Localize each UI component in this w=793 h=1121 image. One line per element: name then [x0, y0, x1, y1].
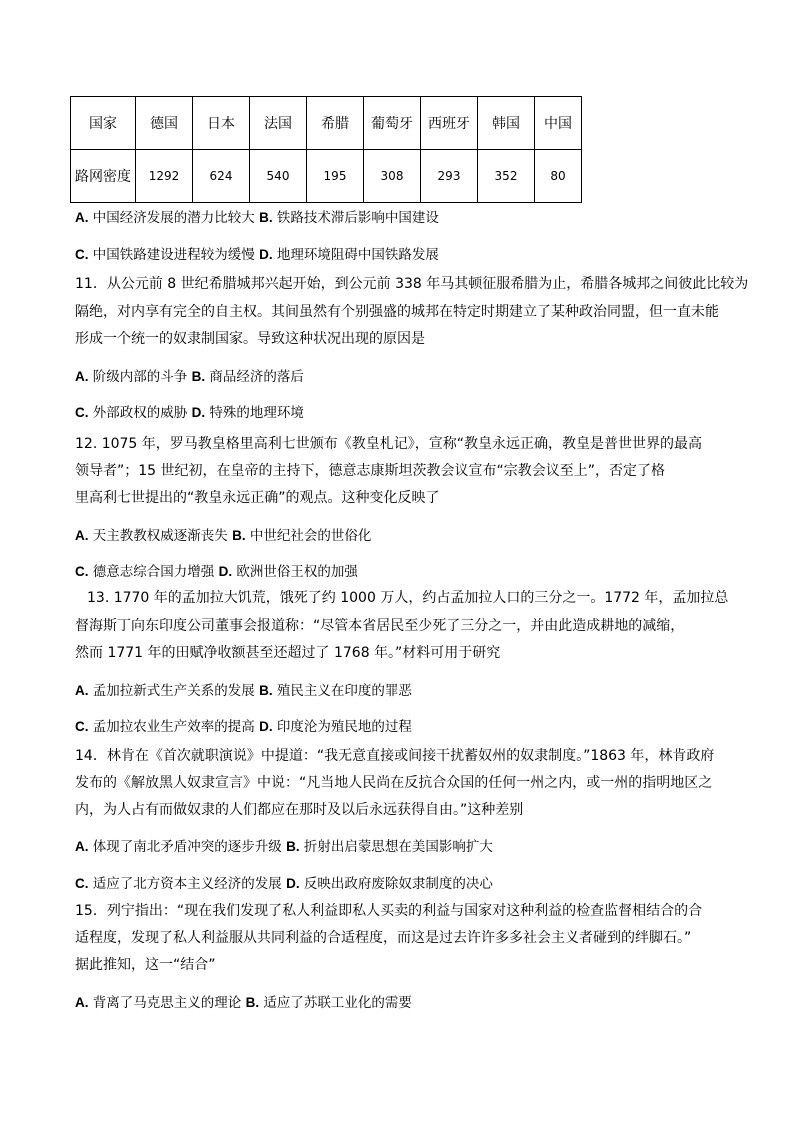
table-cell: 80	[535, 150, 582, 203]
table-cell: 日本	[193, 97, 250, 150]
q15-options-ab	[75, 996, 412, 1011]
table-cell: 希腊	[307, 97, 364, 150]
table-cell: 293	[421, 150, 478, 203]
q14-stem-line: 发布的《解放黑人奴隶宣言》中说：“凡当地人民尚在反抗合众国的任何一州之内，或一州的指明地区之	[75, 775, 713, 791]
table-cell: 德国	[136, 97, 193, 150]
q11-stem-line: 形成一个统一的奴隶制国家。导致这种状况出现的原因是	[75, 331, 425, 347]
q14-stem-line: 内，为人占有而做奴隶的人们都应在那时及以后永远获得自由。”这种差别	[75, 802, 524, 818]
table-cell: 308	[364, 150, 421, 203]
railway-density-table	[70, 96, 582, 203]
option-label: A.	[75, 683, 89, 698]
option-text: 阶级内部的斗争	[88, 369, 192, 385]
q10-options-ab	[75, 211, 439, 226]
table-cell: 624	[193, 150, 250, 203]
option-label: A.	[75, 528, 89, 543]
option-text: 殖民主义在印度的罪恶	[272, 683, 412, 699]
option-label: A.	[75, 995, 89, 1010]
option-text: 地理环境阻碍中国铁路发展	[272, 247, 439, 263]
q12-stem-line: 里高利七世提出的“教皇永远正确”的观点。这种变化反映了	[75, 490, 440, 506]
option-label: B.	[232, 528, 246, 543]
table-cell: 中国	[535, 97, 582, 150]
q15-stem-line: 15．列宁指出：“现在我们发现了私人利益即私人买卖的利益与国家对这种利益的检查监督相结合的合	[75, 903, 703, 919]
table-cell: 540	[250, 150, 307, 203]
option-label: D.	[218, 564, 233, 579]
option-label: D.	[259, 247, 273, 262]
option-label: B.	[286, 839, 300, 854]
option-label: D.	[259, 719, 273, 734]
table-cell: 葡萄牙	[364, 97, 421, 150]
q15-stem-line: 适程度，发现了私人利益服从共同利益的合适程度，而这是过去许许多多社会主义者碰到的绊脚石。”	[75, 930, 692, 946]
option-label: A.	[75, 839, 89, 854]
table-cell: 韩国	[478, 97, 535, 150]
q13-options-cd	[75, 720, 412, 735]
option-label: B.	[191, 369, 206, 384]
table-cell: 1292	[136, 150, 193, 203]
option-text: 背离了马克思主义的理论	[88, 995, 246, 1011]
table-cell: 西班牙	[421, 97, 478, 150]
option-text: 孟加拉新式生产关系的发展	[88, 683, 260, 699]
option-label: C.	[75, 405, 89, 420]
q15-stem-line: 据此推知，这一“结合”	[75, 957, 216, 973]
table-header-row	[71, 97, 582, 150]
q11-options-ab	[75, 370, 304, 385]
option-text: 印度沦为殖民地的过程	[272, 719, 412, 735]
option-label: B.	[245, 995, 260, 1010]
table-cell: 195	[307, 150, 364, 203]
option-label: B.	[259, 210, 273, 225]
q14-options-ab	[75, 840, 493, 855]
option-text: 德意志综合国力增强	[88, 564, 219, 580]
option-text: 天主教教权威逐渐丧失	[88, 528, 233, 544]
option-text: 中国经济发展的潜力比较大	[88, 210, 260, 226]
option-text: 特殊的地理环境	[205, 405, 304, 421]
q13-stem-line: 然而 1771 年的田赋净收额甚至还超过了 1768 年。”材料可用于研究	[75, 645, 501, 661]
option-text: 适应了苏联工业化的需要	[259, 995, 412, 1011]
q14-options-cd	[75, 877, 493, 892]
option-label: C.	[75, 247, 89, 262]
option-text: 铁路技术滞后影响中国建设	[272, 210, 439, 226]
option-label: C.	[75, 564, 89, 579]
option-label: C.	[75, 719, 89, 734]
q12-stem-line: 领导者”；15 世纪初，在皇帝的主持下，德意志康斯坦茨教会议宣布“宗教会议至上”，否定了格	[75, 463, 666, 479]
option-label: A.	[75, 369, 89, 384]
option-text: 外部政权的威胁	[88, 405, 192, 421]
option-label: D.	[191, 405, 206, 420]
q14-stem-line: 14．林肯在《首次就职演说》中提道：“我无意直接或间接干扰蓄奴州的奴隶制度。”1863 年，林肯政府	[75, 748, 715, 764]
table-cell: 国家	[71, 97, 136, 150]
q11-options-cd	[75, 406, 304, 421]
table-cell: 352	[478, 150, 535, 203]
option-text: 中世纪社会的世俗化	[245, 528, 372, 544]
option-text: 孟加拉农业生产效率的提高	[88, 719, 260, 735]
table-cell: 法国	[250, 97, 307, 150]
option-label: D.	[286, 876, 300, 891]
option-text: 反映出政府废除奴隶制度的决心	[299, 876, 493, 892]
q12-stem-line: 12. 1075 年，罗马教皇格里高利七世颁布《教皇札记》，宣称“教皇永远正确，教皇是普世世界的最高	[75, 436, 703, 452]
q12-options-ab	[75, 529, 371, 544]
q11-stem-line: 隔绝，对内享有完全的自主权。其间虽然有个别强盛的城邦在特定时期建立了某种政治同盟，但一直未能	[75, 304, 719, 320]
q13-stem-line: 13. 1770 年的孟加拉大饥荒，饿死了约 1000 万人，约占孟加拉人口的三分之一。1772 年，孟加拉总	[87, 590, 729, 606]
q10-options-cd	[75, 248, 439, 263]
table-data-row	[71, 150, 582, 203]
option-text: 体现了南北矛盾冲突的逐步升级	[88, 839, 287, 855]
q13-options-ab	[75, 684, 412, 699]
option-text: 折射出启蒙思想在美国影响扩大	[299, 839, 493, 855]
option-label: B.	[259, 683, 273, 698]
q11-stem-line: 11．从公元前 8 世纪希腊城邦兴起开始，到公元前 338 年马其顿征服希腊为止，希腊各城邦之间彼此比较为	[75, 276, 749, 292]
option-text: 中国铁路建设进程较为缓慢	[88, 247, 260, 263]
table-cell: 路网密度	[71, 150, 136, 203]
q13-stem-line: 督海斯丁向东印度公司董事会报道称：“尽管本省居民至少死了三分之一，并由此造成耕地的减缩，	[75, 618, 685, 634]
option-text: 欧洲世俗王权的加强	[232, 564, 358, 580]
option-text: 商品经济的落后	[205, 369, 304, 385]
option-text: 适应了北方资本主义经济的发展	[88, 876, 287, 892]
option-label: A.	[75, 210, 89, 225]
option-label: C.	[75, 876, 89, 891]
q12-options-cd	[75, 565, 358, 580]
